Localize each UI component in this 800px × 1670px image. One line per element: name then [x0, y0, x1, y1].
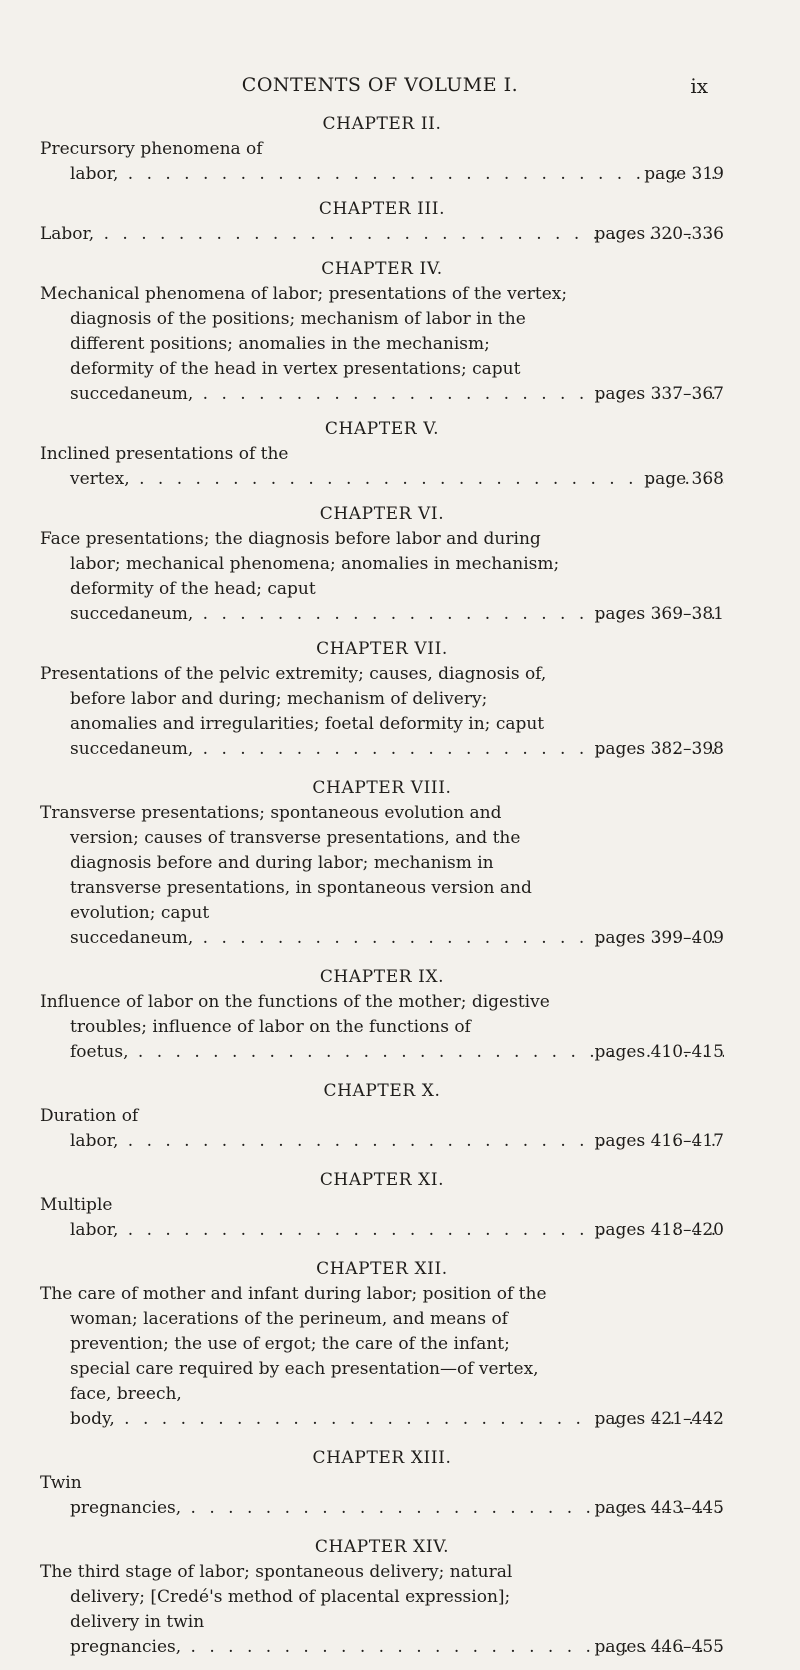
toc-entry [40, 137, 724, 187]
entry-text: Presentations of the pelvic extremity; causes, diagnosis of, before labor and during; mechanism of delivery; anomalies and irregularities; foetal deformity in; caput succedaneum, . . . [40, 664, 724, 759]
chapter-2 [40, 112, 724, 187]
chapter-5 [40, 417, 724, 492]
chapter-11 [40, 1168, 724, 1243]
table-of-contents [40, 112, 724, 1670]
entry-pages: pages 382–398 [594, 739, 724, 759]
chapter-8 [40, 776, 724, 951]
toc-entry [40, 527, 724, 627]
chapter-heading: CHAPTER XIII. [312, 1448, 452, 1468]
entry-text: Influence of labor on the functions of the mother; digestive troubles; influence of labor on the functions of foetus, . . . [40, 992, 724, 1062]
chapter-heading: CHAPTER XIV. [314, 1537, 450, 1557]
toc-entry [40, 282, 724, 407]
chapter-heading: CHAPTER XII. [316, 1259, 448, 1279]
chapter-heading: CHAPTER II. [322, 114, 442, 134]
toc-entry [40, 662, 724, 762]
entry-text: Inclined presentations of the vertex, . . . [40, 444, 724, 489]
toc-entry [40, 801, 724, 951]
entry-pages: page 368 [644, 469, 724, 489]
page-number: ix [690, 74, 708, 98]
chapter-heading: CHAPTER VIII. [312, 778, 452, 798]
chapter-heading: CHAPTER III. [318, 199, 446, 219]
running-title: CONTENTS OF VOLUME I. [241, 74, 519, 96]
chapter-4 [40, 257, 724, 407]
toc-entry [40, 1560, 724, 1660]
toc-entry [40, 1471, 724, 1521]
entry-text: Precursory phenomena of labor, . . . [40, 139, 724, 184]
entry-text: Mechanical phenomena of labor; presentations of the vertex; diagnosis of the positions; mechanism of labor in the different positions; anomalies in the mechanism; deformity of the head in vertex presentations; caput succedaneum, . . . [40, 284, 724, 404]
chapter-9 [40, 965, 724, 1065]
chapter-14 [40, 1535, 724, 1660]
entry-pages: pages 443–445 [594, 1498, 724, 1518]
entry-pages: pages 418–420 [594, 1220, 724, 1240]
chapter-heading: CHAPTER IV. [321, 259, 443, 279]
toc-entry [40, 1104, 724, 1154]
entry-pages: pages 369–381 [594, 604, 724, 624]
chapter-heading: CHAPTER XI. [319, 1170, 445, 1190]
toc-entry [40, 1193, 724, 1243]
entry-text: Labor, . . . [40, 224, 724, 244]
page-header [0, 74, 800, 104]
toc-entry [40, 990, 724, 1065]
entry-text: The care of mother and infant during labor; position of the woman; lacerations of the perineum, and means of prevention; the use of ergot; the care of the infant; special care required by each presentation—of vertex, face, breech, body, . . . [40, 1284, 724, 1429]
entry-text: Transverse presentations; spontaneous evolution and version; causes of transverse presentations, and the diagnosis before and during labor; mechanism in transverse presentations, in spontaneous version and evolution; caput succedaneum, . . . [40, 803, 724, 948]
entry-pages: pages 446–455 [594, 1637, 724, 1657]
entry-pages: pages 337–367 [594, 384, 724, 404]
entry-text: The third stage of labor; spontaneous delivery; natural delivery; [Credé's method of placental expression]; delivery in twin pregnancies, . . . [40, 1562, 724, 1657]
entry-pages: pages 416–417 [594, 1131, 724, 1151]
chapter-12 [40, 1257, 724, 1432]
toc-entry [40, 442, 724, 492]
chapter-13 [40, 1446, 724, 1521]
entry-pages: pages 421–442 [594, 1409, 724, 1429]
entry-text: Twin pregnancies, . . . [40, 1473, 724, 1518]
chapter-3 [40, 197, 724, 247]
chapter-10 [40, 1079, 724, 1154]
entry-text: Multiple labor, . . . [40, 1195, 724, 1240]
chapter-7 [40, 637, 724, 762]
entry-text: Duration of labor, . . . [40, 1106, 724, 1151]
chapter-heading: CHAPTER X. [323, 1081, 441, 1101]
entry-pages: pages 399–409 [594, 928, 724, 948]
chapter-heading: CHAPTER VI. [319, 504, 445, 524]
chapter-heading: CHAPTER V. [324, 419, 440, 439]
entry-pages: pages 320–336 [594, 224, 724, 244]
toc-entry [40, 222, 724, 247]
entry-text: Face presentations; the diagnosis before labor and during labor; mechanical phenomena; anomalies in mechanism; deformity of the head; caput succedaneum, . . . [40, 529, 724, 624]
chapter-6 [40, 502, 724, 627]
chapter-heading: CHAPTER VII. [316, 639, 448, 659]
entry-pages: page 319 [644, 164, 724, 184]
entry-pages: pages 410–415 [594, 1042, 724, 1062]
chapter-heading: CHAPTER IX. [319, 967, 445, 987]
toc-entry [40, 1282, 724, 1432]
